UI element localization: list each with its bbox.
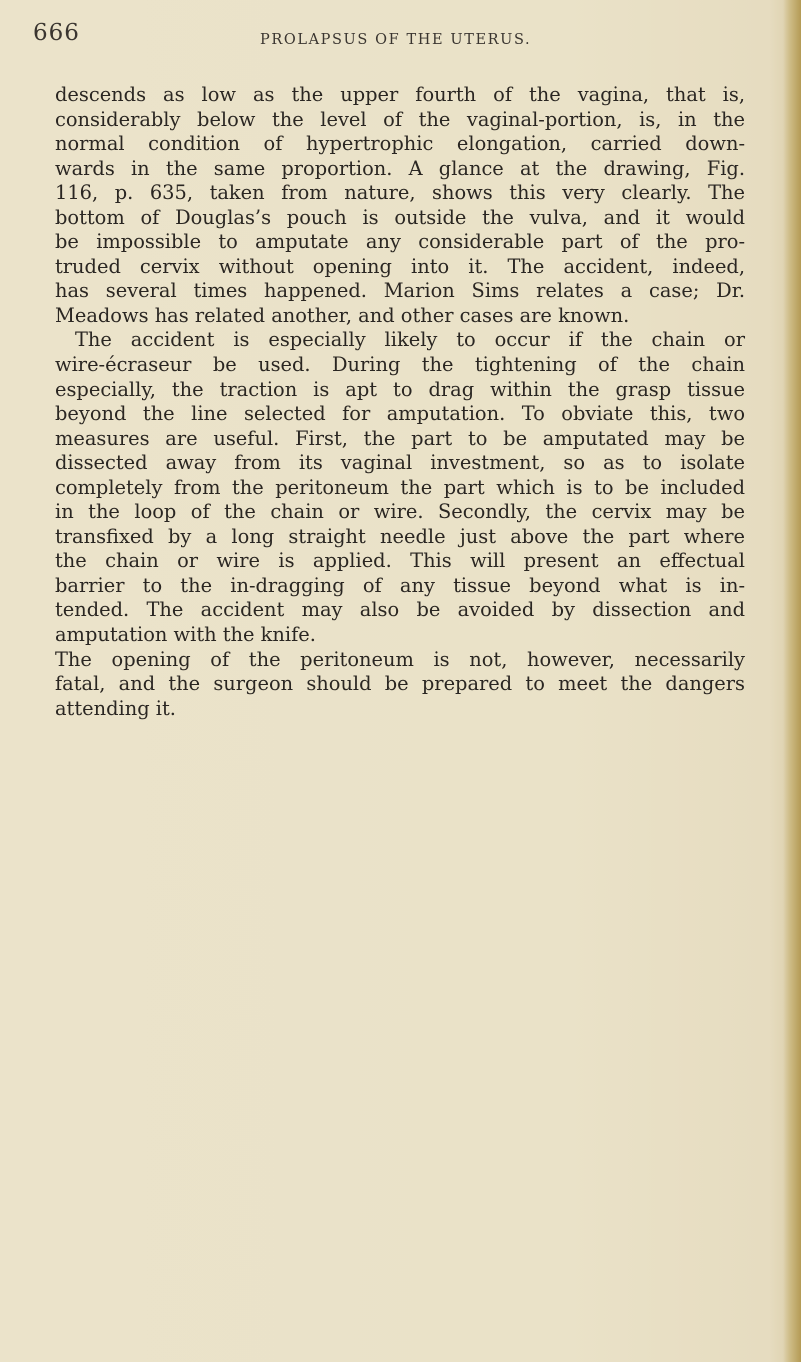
text-line: The opening of the peritoneum is not, however, necessarily bbox=[55, 647, 745, 671]
text-line: The accident is especially likely to occur if the chain or bbox=[75, 328, 745, 352]
text-line: completely from the peritoneum the part which is to be included bbox=[55, 475, 745, 499]
running-title: PROLAPSUS OF THE UTERUS. bbox=[260, 32, 532, 48]
text-line: 116, p. 635, taken from nature, shows this very clearly. The bbox=[55, 181, 745, 205]
text-line: considerably below the level of the vaginal-portion, is, in the bbox=[55, 107, 745, 131]
body-text bbox=[55, 83, 745, 721]
text-line: dissected away from its vaginal investment, so as to isolate bbox=[55, 451, 745, 475]
text-line: Meadows has related another, and other cases are known. bbox=[55, 303, 630, 327]
page-number: 666 bbox=[33, 20, 80, 46]
text-line: amputation with the knife. bbox=[55, 623, 316, 647]
text-line: attending it. bbox=[55, 696, 176, 720]
text-line: in the loop of the chain or wire. Secondly, the cervix may be bbox=[55, 500, 745, 524]
text-line: normal condition of hypertrophic elongation, carried down- bbox=[55, 132, 745, 156]
text-line: descends as low as the upper fourth of the vagina, that is, bbox=[55, 83, 745, 106]
text-line: bottom of Douglas’s pouch is outside the vulva, and it would bbox=[55, 205, 745, 229]
text-line: beyond the line selected for amputation. To obviate this, two bbox=[55, 402, 745, 426]
text-line: wards in the same proportion. A glance at the drawing, Fig. bbox=[55, 156, 745, 180]
page-edge-shadow bbox=[783, 0, 801, 1362]
text-line: tended. The accident may also be avoided by dissection and bbox=[55, 598, 745, 622]
text-line: especially, the traction is apt to drag within the grasp tissue bbox=[55, 377, 745, 401]
text-line: be impossible to amputate any considerable part of the pro- bbox=[55, 230, 745, 254]
text-line: fatal, and the surgeon should be prepared to meet the dangers bbox=[55, 672, 745, 696]
text-line: transfixed by a long straight needle just above the part where bbox=[55, 524, 745, 548]
text-line: has several times happened. Marion Sims relates a case; Dr. bbox=[55, 279, 745, 303]
text-line: wire-écraseur be used. During the tightening of the chain bbox=[55, 353, 745, 377]
text-line: truded cervix without opening into it. The accident, indeed, bbox=[55, 254, 745, 278]
text-line: the chain or wire is applied. This will present an effectual bbox=[55, 549, 745, 573]
text-line: barrier to the in-dragging of any tissue beyond what is in- bbox=[55, 573, 745, 597]
text-line: measures are useful. First, the part to be amputated may be bbox=[55, 426, 745, 450]
